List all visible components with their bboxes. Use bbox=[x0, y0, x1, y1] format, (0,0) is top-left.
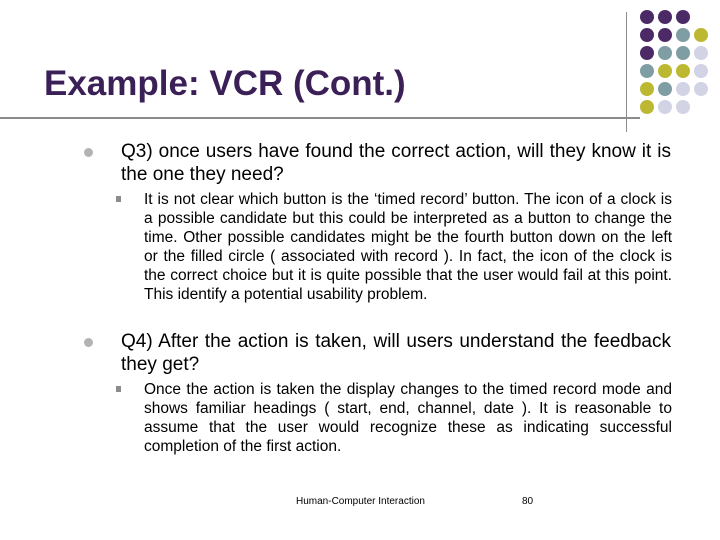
bullet-q3-text: Q3) once users have found the correct action, will they know it is the one they need? bbox=[121, 141, 671, 185]
square-bullet-icon bbox=[116, 386, 121, 392]
bullet-dot-icon bbox=[84, 338, 93, 347]
bullet-dot-icon bbox=[84, 148, 93, 157]
footer-page-number: 80 bbox=[522, 496, 534, 507]
sub-bullet-q4-text: Once the action is taken the display changes to the timed record mode and shows familiar headings ( start, end, channel, date ). It is reasonable to assume that the user would recognize these as indicating successful completion of the first action. bbox=[144, 381, 672, 455]
slide-title: Example: VCR (Cont.) bbox=[44, 64, 406, 103]
title-divider bbox=[0, 117, 640, 119]
sub-bullet-q3-text: It is not clear which button is the ‘timed record’ button. The icon of a clock is a possible candidate but this could be interpreted as a button to change the time. Other possible candidates might be the fourth button down on the left or the filled circle ( associated with record ). In fact, the icon of the clock is the correct choice but it is quite possible that the user would fail at this point. This identify a potential usability problem. bbox=[144, 191, 672, 303]
bullet-q4-text: Q4) After the action is taken, will users understand the feedback they get? bbox=[121, 331, 671, 375]
decorative-dot-grid bbox=[640, 10, 720, 120]
footer-course: Human-Computer Interaction bbox=[296, 496, 425, 507]
vertical-divider bbox=[626, 12, 627, 132]
square-bullet-icon bbox=[116, 196, 121, 202]
